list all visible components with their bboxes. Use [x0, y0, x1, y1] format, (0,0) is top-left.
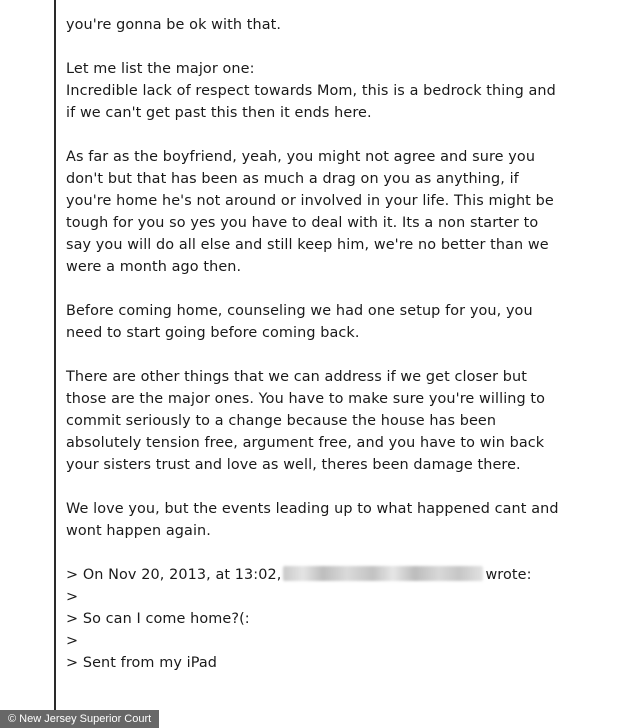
text-line: say you will do all else and still keep him, we're no better than we — [66, 237, 549, 253]
redacted-email-address — [283, 566, 483, 581]
text-line: those are the major ones. You have to make sure you're willing to — [66, 391, 546, 407]
text-line: you're gonna be ok with that. — [66, 17, 282, 33]
quoted-message — [66, 564, 626, 674]
text-line: Let me list the major one: — [66, 61, 255, 77]
text-line: your sisters trust and love as well, theres been damage there. — [66, 457, 521, 473]
photo-credit: © New Jersey Superior Court — [0, 710, 159, 728]
quote-bar — [54, 0, 56, 710]
text-line: absolutely tension free, argument free, and you have to win back — [66, 435, 545, 451]
paragraph-major-issue — [66, 58, 626, 124]
text-line: if we can't get past this then it ends here. — [66, 105, 372, 121]
quoted-message-text: > So can I come home?(: — [66, 611, 250, 627]
text-line: Incredible lack of respect towards Mom, this is a bedrock thing and — [66, 83, 556, 99]
text-line: There are other things that we can address if we get closer but — [66, 369, 527, 385]
quoted-header-prefix: > On Nov 20, 2013, at 13:02, — [66, 567, 282, 583]
text-line: As far as the boyfriend, yeah, you might not agree and sure you — [66, 149, 536, 165]
quoted-header-suffix: wrote: — [485, 567, 532, 583]
quoted-blank-line: > — [66, 589, 79, 605]
text-line: Before coming home, counseling we had one setup for you, you — [66, 303, 533, 319]
paragraph-other-things — [66, 366, 626, 476]
paragraph-love — [66, 498, 626, 542]
text-line: you're home he's not around or involved in your life. This might be — [66, 193, 554, 209]
email-body — [66, 14, 626, 674]
text-line: need to start going before coming back. — [66, 325, 360, 341]
text-line: tough for you so yes you have to deal with it. Its a non starter to — [66, 215, 539, 231]
paragraph-opening — [66, 14, 626, 36]
paragraph-boyfriend — [66, 146, 626, 278]
quoted-blank-line: > — [66, 633, 79, 649]
quoted-header — [66, 564, 626, 586]
paragraph-counseling — [66, 300, 626, 344]
text-line: were a month ago then. — [66, 259, 242, 275]
text-line: wont happen again. — [66, 523, 211, 539]
text-line: commit seriously to a change because the house has been — [66, 413, 497, 429]
text-line: don't but that has been as much a drag on you as anything, if — [66, 171, 519, 187]
text-line: We love you, but the events leading up to what happened cant and — [66, 501, 559, 517]
quoted-signature: > Sent from my iPad — [66, 655, 218, 671]
